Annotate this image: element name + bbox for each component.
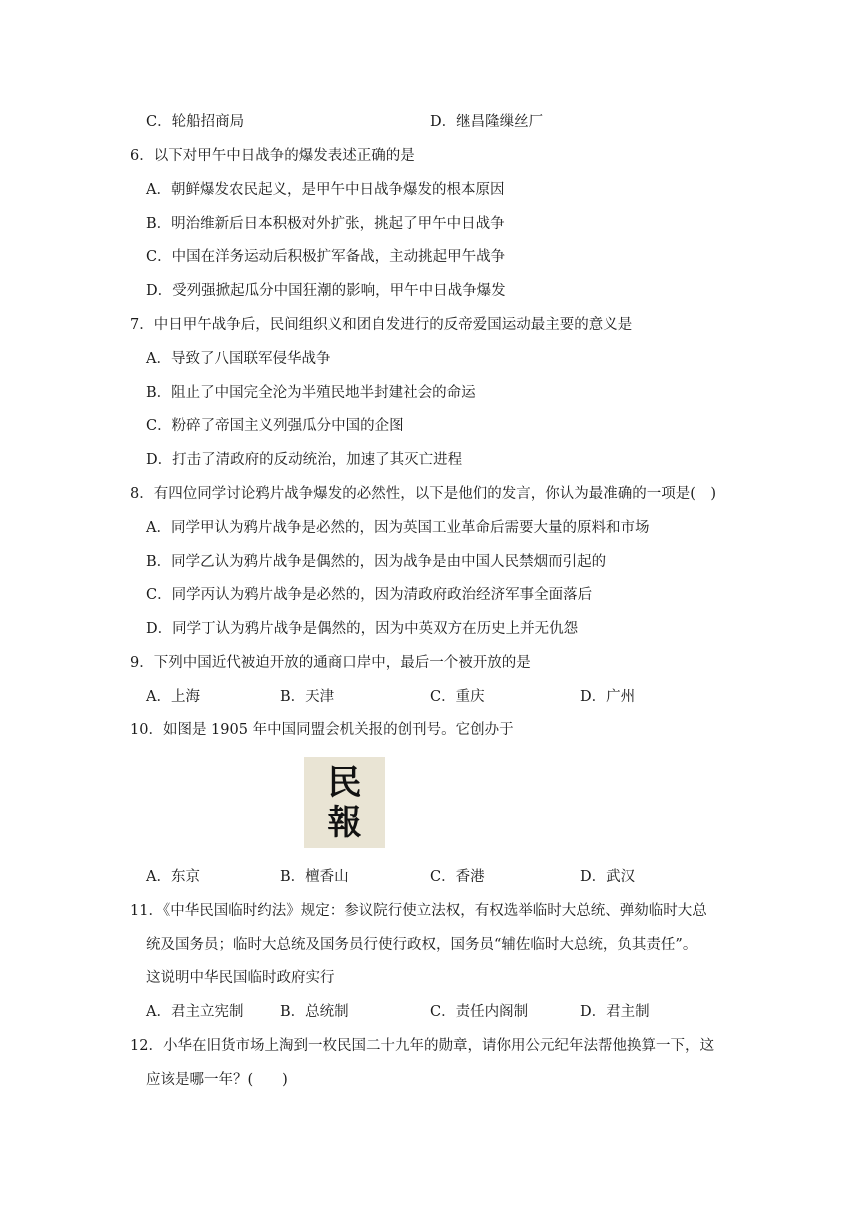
masthead-char-2: 報 (327, 802, 362, 843)
q6-option-c: C．中国在洋务运动后积极扩军备战，主动挑起甲午战争 (146, 249, 506, 265)
q6-option-a: A．朝鲜爆发农民起义，是甲午中日战争爆发的根本原因 (146, 182, 505, 198)
q7-option-a: A．导致了八国联军侵华战争 (146, 351, 331, 367)
question-8: 8．有四位同学讨论鸦片战争爆发的必然性，以下是他们的发言，你认为最准确的一项是( ) (130, 486, 717, 502)
question-12-line-2: 应该是哪一年？( ) (146, 1072, 288, 1088)
q8-option-d: D．同学丁认为鸦片战争是偶然的，因为中英双方在历史上并无仇怨 (146, 621, 579, 637)
question-12-line-1: 12．小华在旧货市场上淘到一枚民国二十九年的勋章，请你用公元纪年法帮他换算一下，这 (130, 1038, 714, 1054)
question-11-line-3: 这说明中华民国临时政府实行 (146, 970, 335, 986)
q11-option-b: B．总统制 (280, 1004, 349, 1020)
q8-option-c: C．同学丙认为鸦片战争是必然的，因为清政府政治经济军事全面落后 (146, 587, 593, 603)
q9-option-a: A．上海 (146, 689, 200, 705)
q10-option-b: B．檀香山 (280, 869, 349, 885)
q8-option-b: B．同学乙认为鸦片战争是偶然的，因为战争是由中国人民禁烟而引起的 (146, 554, 607, 570)
question-9: 9．下列中国近代被迫开放的通商口岸中，最后一个被开放的是 (130, 655, 531, 671)
q7-option-c: C．粉碎了帝国主义列强瓜分中国的企图 (146, 418, 404, 434)
q10-option-d: D．武汉 (580, 869, 636, 885)
q7-option-b: B．阻止了中国完全沦为半殖民地半封建社会的命运 (146, 385, 476, 401)
q10-option-a: A．东京 (146, 869, 200, 885)
q11-option-d: D．君主制 (580, 1004, 650, 1020)
q8-option-a: A．同学甲认为鸦片战争是必然的，因为英国工业革命后需要大量的原料和市场 (146, 520, 650, 536)
q5-option-d: D．继昌隆缫丝厂 (430, 114, 544, 130)
q5-option-c: C．轮船招商局 (146, 114, 245, 130)
minbao-masthead-image (304, 757, 385, 848)
q6-option-d: D．受列强掀起瓜分中国狂潮的影响，甲午中日战争爆发 (146, 283, 506, 299)
question-11-line-1: 11．《中华民国临时约法》规定：参议院行使立法权，有权选举临时大总统、弹劾临时大总 (130, 903, 707, 919)
q10-option-c: C．香港 (430, 869, 485, 885)
q7-option-d: D．打击了清政府的反动统治，加速了其灭亡进程 (146, 452, 463, 468)
q9-option-c: C．重庆 (430, 689, 485, 705)
question-7: 7．中日甲午战争后，民间组织义和团自发进行的反帝爱国运动最主要的意义是 (130, 317, 633, 333)
question-11-line-2: 统及国务员；临时大总统及国务员行使行政权，国务员“辅佐临时大总统，负其责任”。 (146, 937, 698, 953)
q9-option-b: B．天津 (280, 689, 335, 705)
question-6: 6．以下对甲午中日战争的爆发表述正确的是 (130, 148, 415, 164)
q6-option-b: B．明治维新后日本积极对外扩张，挑起了甲午中日战争 (146, 216, 505, 232)
q11-option-a: A．君主立宪制 (146, 1004, 244, 1020)
question-10: 10．如图是 1905 年中国同盟会机关报的创刊号。它创办于 (130, 722, 514, 738)
q11-option-c: C．责任内阁制 (430, 1004, 529, 1020)
q9-option-d: D．广州 (580, 689, 636, 705)
masthead-char-1: 民 (327, 762, 362, 803)
